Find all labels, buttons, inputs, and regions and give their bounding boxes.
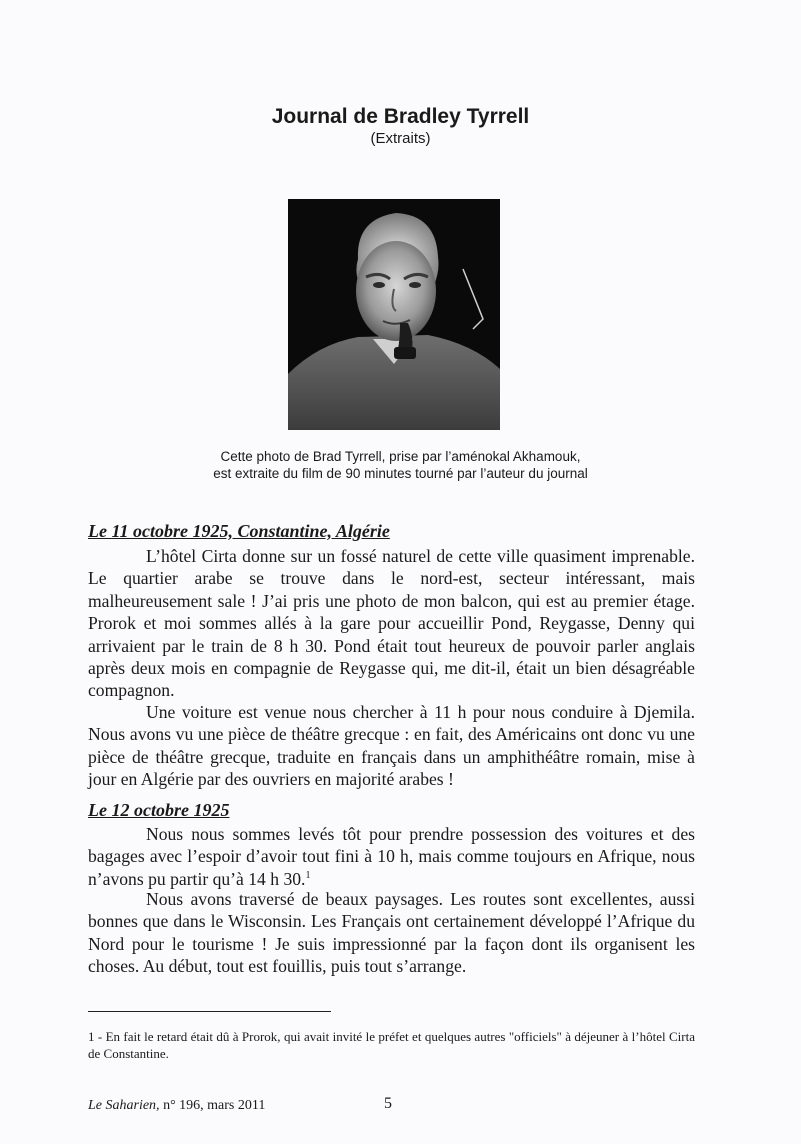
footnote-divider (88, 1011, 331, 1012)
photo-caption (0, 448, 801, 482)
footnote-ref: 1 (305, 869, 311, 881)
journal-name: Le Saharien, (88, 1098, 160, 1113)
portrait-photo-image (288, 199, 500, 430)
section-heading-oct-11: Le 11 octobre 1925, Constantine, Algérie (88, 521, 390, 541)
page-title: Journal de Bradley Tyrrell (271, 105, 530, 128)
page-number: 5 (384, 1095, 392, 1112)
photo-caption-line-2: est extraite du film de 90 minutes tourné par l’auteur du journal (213, 466, 588, 481)
paragraph-oct-11-1: L’hôtel Cirta donne sur un fossé naturel de cette ville quasiment imprenable. Le quartier arabe se trouve dans le nord-est, secteur intéressant, mais malheureusement sale ! J’ai pris une photo de mon balcon, qui est au premier étage. Prorok et moi sommes allés à la gare pour accueillir Pond, Reygasse, Denny qui arrivaient par le train de 8 h 30. Pond était tout heureux de pouvoir parler anglais après deux mois en compagnie de Reygasse qui, me dit-il, était un bien désagréable compagnon. (88, 546, 695, 701)
photo-caption-line-1: Cette photo de Brad Tyrrell, prise par l’aménokal Akhamouk, (220, 449, 581, 464)
paragraph-oct-12-2: Nous avons traversé de beaux paysages. Les routes sont excellentes, aussi bonnes que dans le Wisconsin. Les Français ont certainement développé l’Afrique du Nord pour le tourisme ! Je suis impressionné par la façon dont ils organisent les choses. Au début, tout est fouillis, puis tout s’arrange. (88, 889, 695, 977)
journal-citation (88, 1097, 265, 1115)
journal-issue: n° 196, mars 2011 (159, 1098, 266, 1113)
paragraph-oct-11-2: Une voiture est venue nous chercher à 11 h pour nous conduire à Djemila. Nous avons vu une pièce de théâtre grecque : en fait, des Américains ont donc vu une pièce de théâtre grecque, traduite en français dans un amphithéâtre romain, mise à jour en Algérie par des ouvriers en majorité arabes ! (88, 702, 695, 790)
paragraph-oct-12-1-text: Nous nous sommes levés tôt pour prendre possession des voitures et des bagages avec l’espoir d’avoir tout fini à 10 h, mais comme toujours en Afrique, nous n’avons pu partir qu’à 14 h 30. (88, 824, 695, 889)
footnote-text: 1 - En fait le retard était dû à Prorok, qui avait invité le préfet et quelques autres "officiels" à déjeuner à l’hôtel Cirta de Constantine. (88, 1029, 695, 1061)
portrait-photo (288, 199, 500, 430)
paragraph-oct-12-1 (88, 823, 695, 890)
page-subtitle: (Extraits) (370, 130, 431, 147)
section-heading-oct-12: Le 12 octobre 1925 (88, 800, 230, 820)
